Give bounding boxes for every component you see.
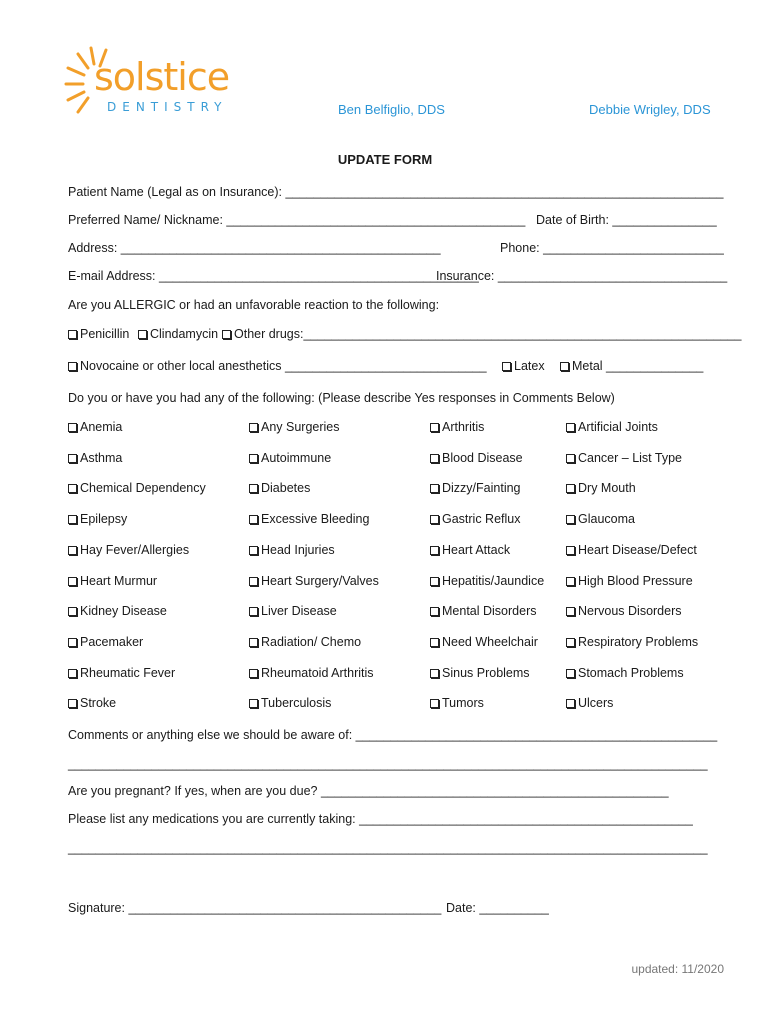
condition-item[interactable] bbox=[566, 543, 697, 557]
pregnant-field[interactable]: Are you pregnant? If yes, when are you due? __________________________________________________ bbox=[68, 784, 669, 798]
condition-label: Nervous Disorders bbox=[578, 604, 682, 618]
checkbox-icon[interactable] bbox=[68, 454, 77, 463]
checkbox-icon[interactable] bbox=[566, 699, 575, 708]
condition-label: Artificial Joints bbox=[578, 420, 658, 434]
condition-label: Diabetes bbox=[261, 481, 311, 495]
checkbox-icon[interactable] bbox=[566, 638, 575, 647]
checkbox-icon[interactable] bbox=[566, 484, 575, 493]
condition-label: Heart Disease/Defect bbox=[578, 543, 697, 557]
phone-field[interactable]: Phone: __________________________ bbox=[500, 241, 724, 255]
condition-item[interactable] bbox=[249, 420, 340, 434]
date-of-birth-field[interactable]: Date of Birth: _______________ bbox=[536, 213, 717, 227]
checkbox-icon[interactable] bbox=[566, 577, 575, 586]
checkbox-icon[interactable] bbox=[222, 330, 231, 339]
condition-label: Kidney Disease bbox=[80, 604, 167, 618]
condition-item[interactable] bbox=[249, 512, 369, 526]
checkbox-icon[interactable] bbox=[502, 362, 511, 371]
condition-label: Dizzy/Fainting bbox=[442, 481, 521, 495]
checkbox-icon[interactable] bbox=[249, 515, 258, 524]
checkbox-icon[interactable] bbox=[249, 607, 258, 616]
condition-label: Epilepsy bbox=[80, 512, 128, 526]
condition-item[interactable] bbox=[566, 512, 635, 526]
allergy-label: Clindamycin bbox=[150, 327, 219, 341]
form-title: UPDATE FORM bbox=[337, 152, 433, 167]
condition-label: Head Injuries bbox=[261, 543, 335, 557]
condition-item[interactable] bbox=[430, 451, 523, 465]
condition-item[interactable] bbox=[68, 512, 127, 526]
checkbox-icon[interactable] bbox=[566, 423, 575, 432]
condition-item[interactable] bbox=[68, 420, 122, 434]
preferred-name-field[interactable]: Preferred Name/ Nickname: ___________________________________________ bbox=[68, 213, 526, 227]
condition-item[interactable] bbox=[566, 481, 636, 495]
condition-label: Rheumatic Fever bbox=[80, 666, 176, 680]
checkbox-icon[interactable] bbox=[249, 546, 258, 555]
condition-label: Stroke bbox=[80, 696, 117, 710]
condition-label: Asthma bbox=[80, 451, 123, 465]
condition-item[interactable] bbox=[249, 451, 331, 465]
checkbox-icon[interactable] bbox=[249, 454, 258, 463]
checkbox-icon[interactable] bbox=[430, 638, 439, 647]
condition-item[interactable] bbox=[430, 666, 530, 680]
checkbox-icon[interactable] bbox=[68, 330, 77, 339]
checkbox-icon[interactable] bbox=[68, 669, 77, 678]
condition-item[interactable] bbox=[430, 604, 536, 618]
condition-label: Tuberculosis bbox=[261, 696, 332, 710]
condition-label: Radiation/ Chemo bbox=[261, 635, 362, 649]
allergy-clindamycin[interactable] bbox=[138, 327, 218, 341]
condition-label: Heart Surgery/Valves bbox=[261, 574, 379, 588]
condition-label: Rheumatoid Arthritis bbox=[261, 666, 374, 680]
condition-label: Stomach Problems bbox=[578, 666, 684, 680]
condition-item[interactable] bbox=[249, 543, 335, 557]
medications-field[interactable]: Please list any medications you are currently taking: ________________________________________________ bbox=[68, 812, 693, 826]
allergy-label: Novocaine or other local anesthetics _____________________________ bbox=[80, 359, 487, 373]
condition-item[interactable] bbox=[430, 420, 484, 434]
allergy-label: Penicillin bbox=[80, 327, 130, 341]
condition-item[interactable] bbox=[68, 574, 157, 588]
allergy-other-drugs[interactable] bbox=[222, 327, 741, 341]
checkbox-icon[interactable] bbox=[68, 638, 77, 647]
condition-label: Heart Attack bbox=[442, 543, 511, 557]
condition-item[interactable] bbox=[430, 481, 521, 495]
condition-label: Need Wheelchair bbox=[442, 635, 538, 649]
checkbox-icon[interactable] bbox=[249, 699, 258, 708]
condition-item[interactable] bbox=[68, 666, 175, 680]
condition-label: Gastric Reflux bbox=[442, 512, 521, 526]
condition-label: Glaucoma bbox=[578, 512, 635, 526]
logo-wordmark: solstice bbox=[94, 55, 230, 99]
address-field[interactable]: Address: ______________________________________________ bbox=[68, 241, 441, 255]
condition-label: Any Surgeries bbox=[261, 420, 340, 434]
condition-item[interactable] bbox=[68, 543, 189, 557]
condition-item[interactable] bbox=[249, 666, 374, 680]
condition-item[interactable] bbox=[566, 666, 684, 680]
checkbox-icon[interactable] bbox=[430, 607, 439, 616]
logo-subtitle: DENTISTRY bbox=[107, 100, 228, 114]
condition-label: Respiratory Problems bbox=[578, 635, 699, 649]
condition-label: Pacemaker bbox=[80, 635, 144, 649]
condition-label: Liver Disease bbox=[261, 604, 337, 618]
checkbox-icon[interactable] bbox=[430, 423, 439, 432]
checkbox-icon[interactable] bbox=[560, 362, 569, 371]
condition-item[interactable] bbox=[68, 604, 167, 618]
condition-item[interactable] bbox=[430, 512, 521, 526]
checkbox-icon[interactable] bbox=[430, 577, 439, 586]
condition-item[interactable] bbox=[566, 696, 613, 710]
medications-line-2[interactable]: ____________________________________________________________________________________________ bbox=[68, 841, 708, 855]
updated-note: updated: 11/2020 bbox=[631, 962, 724, 976]
checkbox-icon[interactable] bbox=[68, 515, 77, 524]
condition-item[interactable] bbox=[249, 696, 331, 710]
allergy-penicillin[interactable] bbox=[68, 327, 129, 341]
checkbox-icon[interactable] bbox=[430, 515, 439, 524]
condition-item[interactable] bbox=[430, 635, 538, 649]
condition-item[interactable] bbox=[430, 696, 484, 710]
allergy-latex[interactable] bbox=[502, 359, 545, 373]
email-field[interactable]: E-mail Address: ______________________________________________ bbox=[68, 269, 479, 283]
doctor-name-2: Debbie Wrigley, DDS bbox=[589, 102, 711, 117]
checkbox-icon[interactable] bbox=[249, 423, 258, 432]
condition-label: Hay Fever/Allergies bbox=[80, 543, 190, 557]
comments-field[interactable]: Comments or anything else we should be aware of: ____________________________________________________ bbox=[68, 728, 718, 742]
condition-item[interactable] bbox=[566, 451, 682, 465]
checkbox-icon[interactable] bbox=[430, 546, 439, 555]
condition-item[interactable] bbox=[249, 481, 310, 495]
solstice-logo bbox=[64, 44, 249, 124]
condition-label: Sinus Problems bbox=[442, 666, 530, 680]
condition-item[interactable] bbox=[249, 574, 379, 588]
checkbox-icon[interactable] bbox=[249, 484, 258, 493]
condition-item[interactable] bbox=[68, 635, 143, 649]
conditions-question: Do you or have you had any of the following: (Please describe Yes responses in Comments Below) bbox=[68, 391, 615, 405]
allergy-question: Are you ALLERGIC or had an unfavorable reaction to the following: bbox=[68, 298, 440, 312]
condition-label: Cancer – List Type bbox=[578, 451, 682, 465]
checkbox-icon[interactable] bbox=[566, 454, 575, 463]
condition-label: Excessive Bleeding bbox=[261, 512, 370, 526]
allergy-label: Metal ______________ bbox=[572, 359, 704, 373]
signature-date-field[interactable]: Date: __________ bbox=[446, 901, 549, 915]
condition-label: Chemical Dependency bbox=[80, 481, 206, 495]
checkbox-icon[interactable] bbox=[138, 330, 147, 339]
condition-item[interactable] bbox=[566, 635, 698, 649]
condition-label: Hepatitis/Jaundice bbox=[442, 574, 545, 588]
condition-label: Blood Disease bbox=[442, 451, 523, 465]
condition-label: Heart Murmur bbox=[80, 574, 158, 588]
patient-name-field[interactable]: Patient Name (Legal as on Insurance): _______________________________________________________________ bbox=[68, 185, 724, 199]
comments-line-2[interactable]: ____________________________________________________________________________________________ bbox=[68, 757, 708, 771]
checkbox-icon[interactable] bbox=[68, 362, 77, 371]
condition-item[interactable] bbox=[566, 574, 693, 588]
allergy-novocaine[interactable] bbox=[68, 359, 487, 373]
condition-item[interactable] bbox=[249, 635, 361, 649]
condition-item[interactable] bbox=[68, 696, 116, 710]
signature-field[interactable]: Signature: _____________________________________________ bbox=[68, 901, 442, 915]
checkbox-icon[interactable] bbox=[249, 577, 258, 586]
checkbox-icon[interactable] bbox=[566, 546, 575, 555]
checkbox-icon[interactable] bbox=[566, 669, 575, 678]
condition-item[interactable] bbox=[68, 451, 122, 465]
condition-label: Mental Disorders bbox=[442, 604, 537, 618]
condition-label: Tumors bbox=[442, 696, 484, 710]
condition-label: Arthritis bbox=[442, 420, 485, 434]
condition-label: Ulcers bbox=[578, 696, 614, 710]
condition-item[interactable] bbox=[430, 574, 544, 588]
condition-item[interactable] bbox=[68, 481, 206, 495]
condition-item[interactable] bbox=[566, 604, 682, 618]
checkbox-icon[interactable] bbox=[430, 484, 439, 493]
allergy-metal[interactable] bbox=[560, 359, 703, 373]
allergy-label: Latex bbox=[514, 359, 545, 373]
doctor-name-1: Ben Belfiglio, DDS bbox=[338, 102, 445, 117]
condition-label: Autoimmune bbox=[261, 451, 332, 465]
condition-item[interactable] bbox=[430, 543, 510, 557]
checkbox-icon[interactable] bbox=[249, 638, 258, 647]
checkbox-icon[interactable] bbox=[566, 607, 575, 616]
checkbox-icon[interactable] bbox=[68, 577, 77, 586]
checkbox-icon[interactable] bbox=[566, 515, 575, 524]
checkbox-icon[interactable] bbox=[68, 423, 77, 432]
checkbox-icon[interactable] bbox=[249, 669, 258, 678]
checkbox-icon[interactable] bbox=[430, 699, 439, 708]
condition-label: Dry Mouth bbox=[578, 481, 636, 495]
condition-item[interactable] bbox=[566, 420, 658, 434]
condition-item[interactable] bbox=[249, 604, 337, 618]
checkbox-icon[interactable] bbox=[68, 546, 77, 555]
condition-label: Anemia bbox=[80, 420, 123, 434]
checkbox-icon[interactable] bbox=[68, 699, 77, 708]
checkbox-icon[interactable] bbox=[68, 484, 77, 493]
checkbox-icon[interactable] bbox=[68, 607, 77, 616]
checkbox-icon[interactable] bbox=[430, 669, 439, 678]
condition-label: High Blood Pressure bbox=[578, 574, 693, 588]
allergy-label: Other drugs:_______________________________________________________________ bbox=[234, 327, 742, 341]
insurance-field[interactable]: Insurance: _________________________________ bbox=[436, 269, 728, 283]
checkbox-icon[interactable] bbox=[430, 454, 439, 463]
